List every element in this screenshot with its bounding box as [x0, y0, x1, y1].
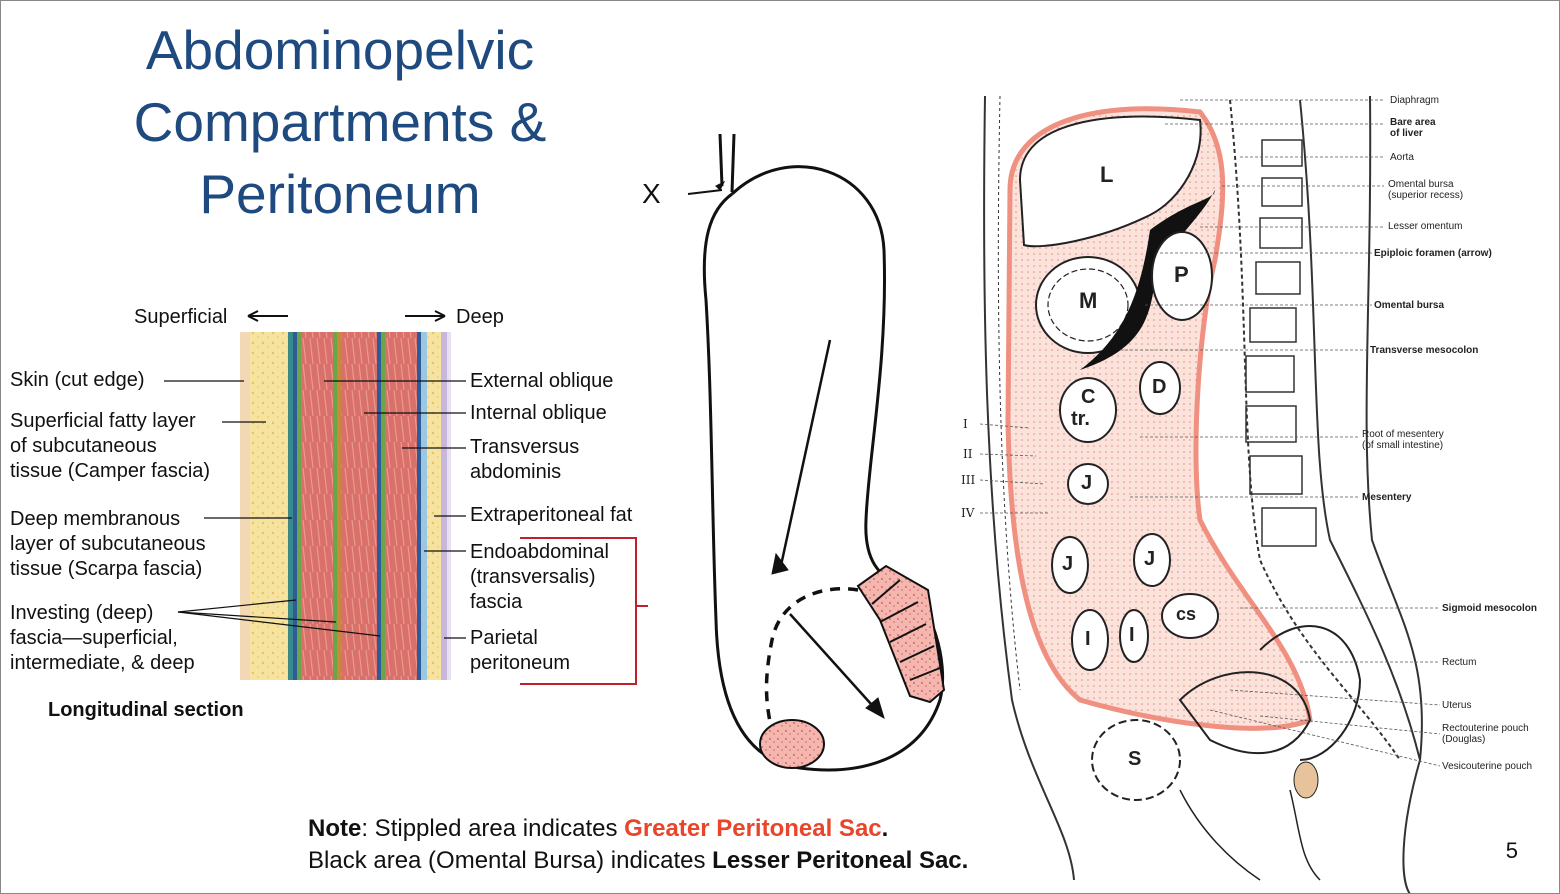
label-bare-area-2: of liver — [1390, 128, 1423, 139]
lesser-sac-bold: Lesser Peritoneal Sac. — [712, 847, 969, 874]
skin-layer — [240, 332, 250, 680]
organ-label-pancreas: P — [1174, 262, 1189, 287]
organ-label-sigmoid: cs — [1176, 604, 1197, 624]
organ-label-duodenum: D — [1152, 376, 1167, 398]
label-root-mesentery-1: Root of mesentery — [1362, 429, 1444, 440]
camper-fascia-layer — [250, 332, 288, 680]
investing-label-3: intermediate, & deep — [10, 652, 195, 674]
transversus-label-1: Transversus — [470, 436, 580, 458]
investing-label-1: Investing (deep) — [10, 602, 154, 624]
transversus-layer — [385, 332, 417, 680]
organ-label-jejunum-3: J — [1144, 548, 1156, 570]
internal-oblique-label: Internal oblique — [470, 402, 607, 424]
label-omental-bursa-sup-1: Omental bursa — [1388, 179, 1454, 190]
organ-label-colon-top: C — [1081, 386, 1096, 408]
external-oblique-layer — [301, 332, 333, 680]
organ-label-liver: L — [1100, 162, 1114, 187]
organ-label-jejunum-1: J — [1081, 472, 1093, 494]
label-lesser-omentum: Lesser omentum — [1388, 221, 1463, 232]
investing-label-2: fascia—superficial, — [10, 627, 178, 649]
label-diaphragm: Diaphragm — [1390, 95, 1439, 106]
note-line1-text: : Stippled area indicates — [361, 815, 625, 842]
endoabdominal-label-1: Endoabdominal — [470, 541, 609, 563]
title-line-3: Peritoneum — [199, 163, 481, 225]
organ-label-colon-bottom: tr. — [1071, 408, 1090, 430]
organ-label-jejunum-2: J — [1062, 553, 1074, 575]
note-line2-text: Black area (Omental Bursa) indicates — [308, 847, 713, 874]
label-mesentery: Mesentery — [1362, 492, 1412, 503]
roman-1: I — [963, 417, 968, 431]
skin-label: Skin (cut edge) — [10, 369, 145, 391]
extraperitoneal-fat-layer — [427, 332, 441, 680]
layered-section-graphic — [240, 332, 451, 680]
camper-label-3: tissue (Camper fascia) — [10, 460, 211, 482]
parietal-peritoneum-label-2: peritoneum — [470, 652, 571, 674]
scarpa-label-1: Deep membranous — [10, 508, 181, 530]
note-prefix: Note — [308, 815, 362, 842]
x-marker: X — [642, 178, 661, 209]
label-epiploic-foramen: Epiploic foramen (arrow) — [1374, 248, 1492, 259]
label-uterus: Uterus — [1442, 700, 1472, 711]
label-transverse-mesocolon: Transverse mesocolon — [1370, 345, 1479, 356]
note-line-1 — [308, 813, 968, 845]
parietal-peritoneum-layer — [441, 332, 447, 680]
label-rectum: Rectum — [1442, 657, 1477, 668]
endoabdominal-label-3: fascia — [470, 591, 523, 613]
camper-label-1: Superficial fatty layer — [10, 410, 196, 432]
page-number: 5 — [1505, 838, 1518, 863]
note-line-2 — [308, 845, 968, 877]
section-caption: Longitudinal section — [48, 699, 244, 721]
label-rectouterine-1: Rectouterine pouch — [1442, 723, 1529, 734]
title-line-2: Compartments & — [133, 91, 547, 153]
scarpa-label-2: layer of subcutaneous — [10, 533, 206, 555]
deep-label: Deep — [456, 306, 504, 328]
cardia-section — [760, 720, 824, 768]
camper-label-2: of subcutaneous — [10, 435, 157, 457]
superficial-label: Superficial — [134, 306, 228, 328]
organ-label-ileum-1: I — [1085, 628, 1091, 650]
label-omental-bursa: Omental bursa — [1374, 300, 1445, 311]
roman-2: II — [963, 447, 973, 461]
scarpa-label-3: tissue (Scarpa fascia) — [10, 558, 203, 580]
organ-label-ileum-2: I — [1129, 624, 1135, 646]
label-root-mesentery-2: (of small intestine) — [1362, 440, 1444, 451]
pylorus-section — [858, 566, 944, 702]
transversalis-fascia-layer — [421, 332, 427, 680]
greater-sac-highlight: Greater Peritoneal Sac — [624, 815, 882, 842]
label-sigmoid-mesocolon: Sigmoid mesocolon — [1442, 603, 1538, 614]
label-aorta: Aorta — [1390, 152, 1414, 163]
internal-oblique-layer — [341, 332, 377, 680]
transversus-label-2: abdominis — [470, 461, 562, 483]
organ-label-stomach: M — [1079, 288, 1098, 313]
title-line-1: Abdominopelvic — [145, 19, 535, 81]
label-rectouterine-2: (Douglas) — [1442, 734, 1486, 745]
external-oblique-label: External oblique — [470, 370, 614, 392]
scarpa-fascia-layer — [288, 332, 293, 680]
label-vesicouterine: Vesicouterine pouch — [1442, 761, 1533, 772]
note-line1-end: . — [881, 815, 889, 842]
label-omental-bursa-sup-2: (superior recess) — [1388, 190, 1464, 201]
note-block — [308, 813, 968, 877]
endoabdominal-label-2: (transversalis) — [470, 566, 596, 588]
extraperitoneal-fat-label: Extraperitoneal fat — [470, 504, 633, 526]
label-bare-area-1: Bare area — [1390, 117, 1436, 128]
roman-3: III — [961, 473, 976, 487]
roman-4: IV — [961, 506, 975, 520]
organ-label-bladder: S — [1128, 748, 1142, 770]
parietal-peritoneum-label-1: Parietal — [470, 627, 538, 649]
